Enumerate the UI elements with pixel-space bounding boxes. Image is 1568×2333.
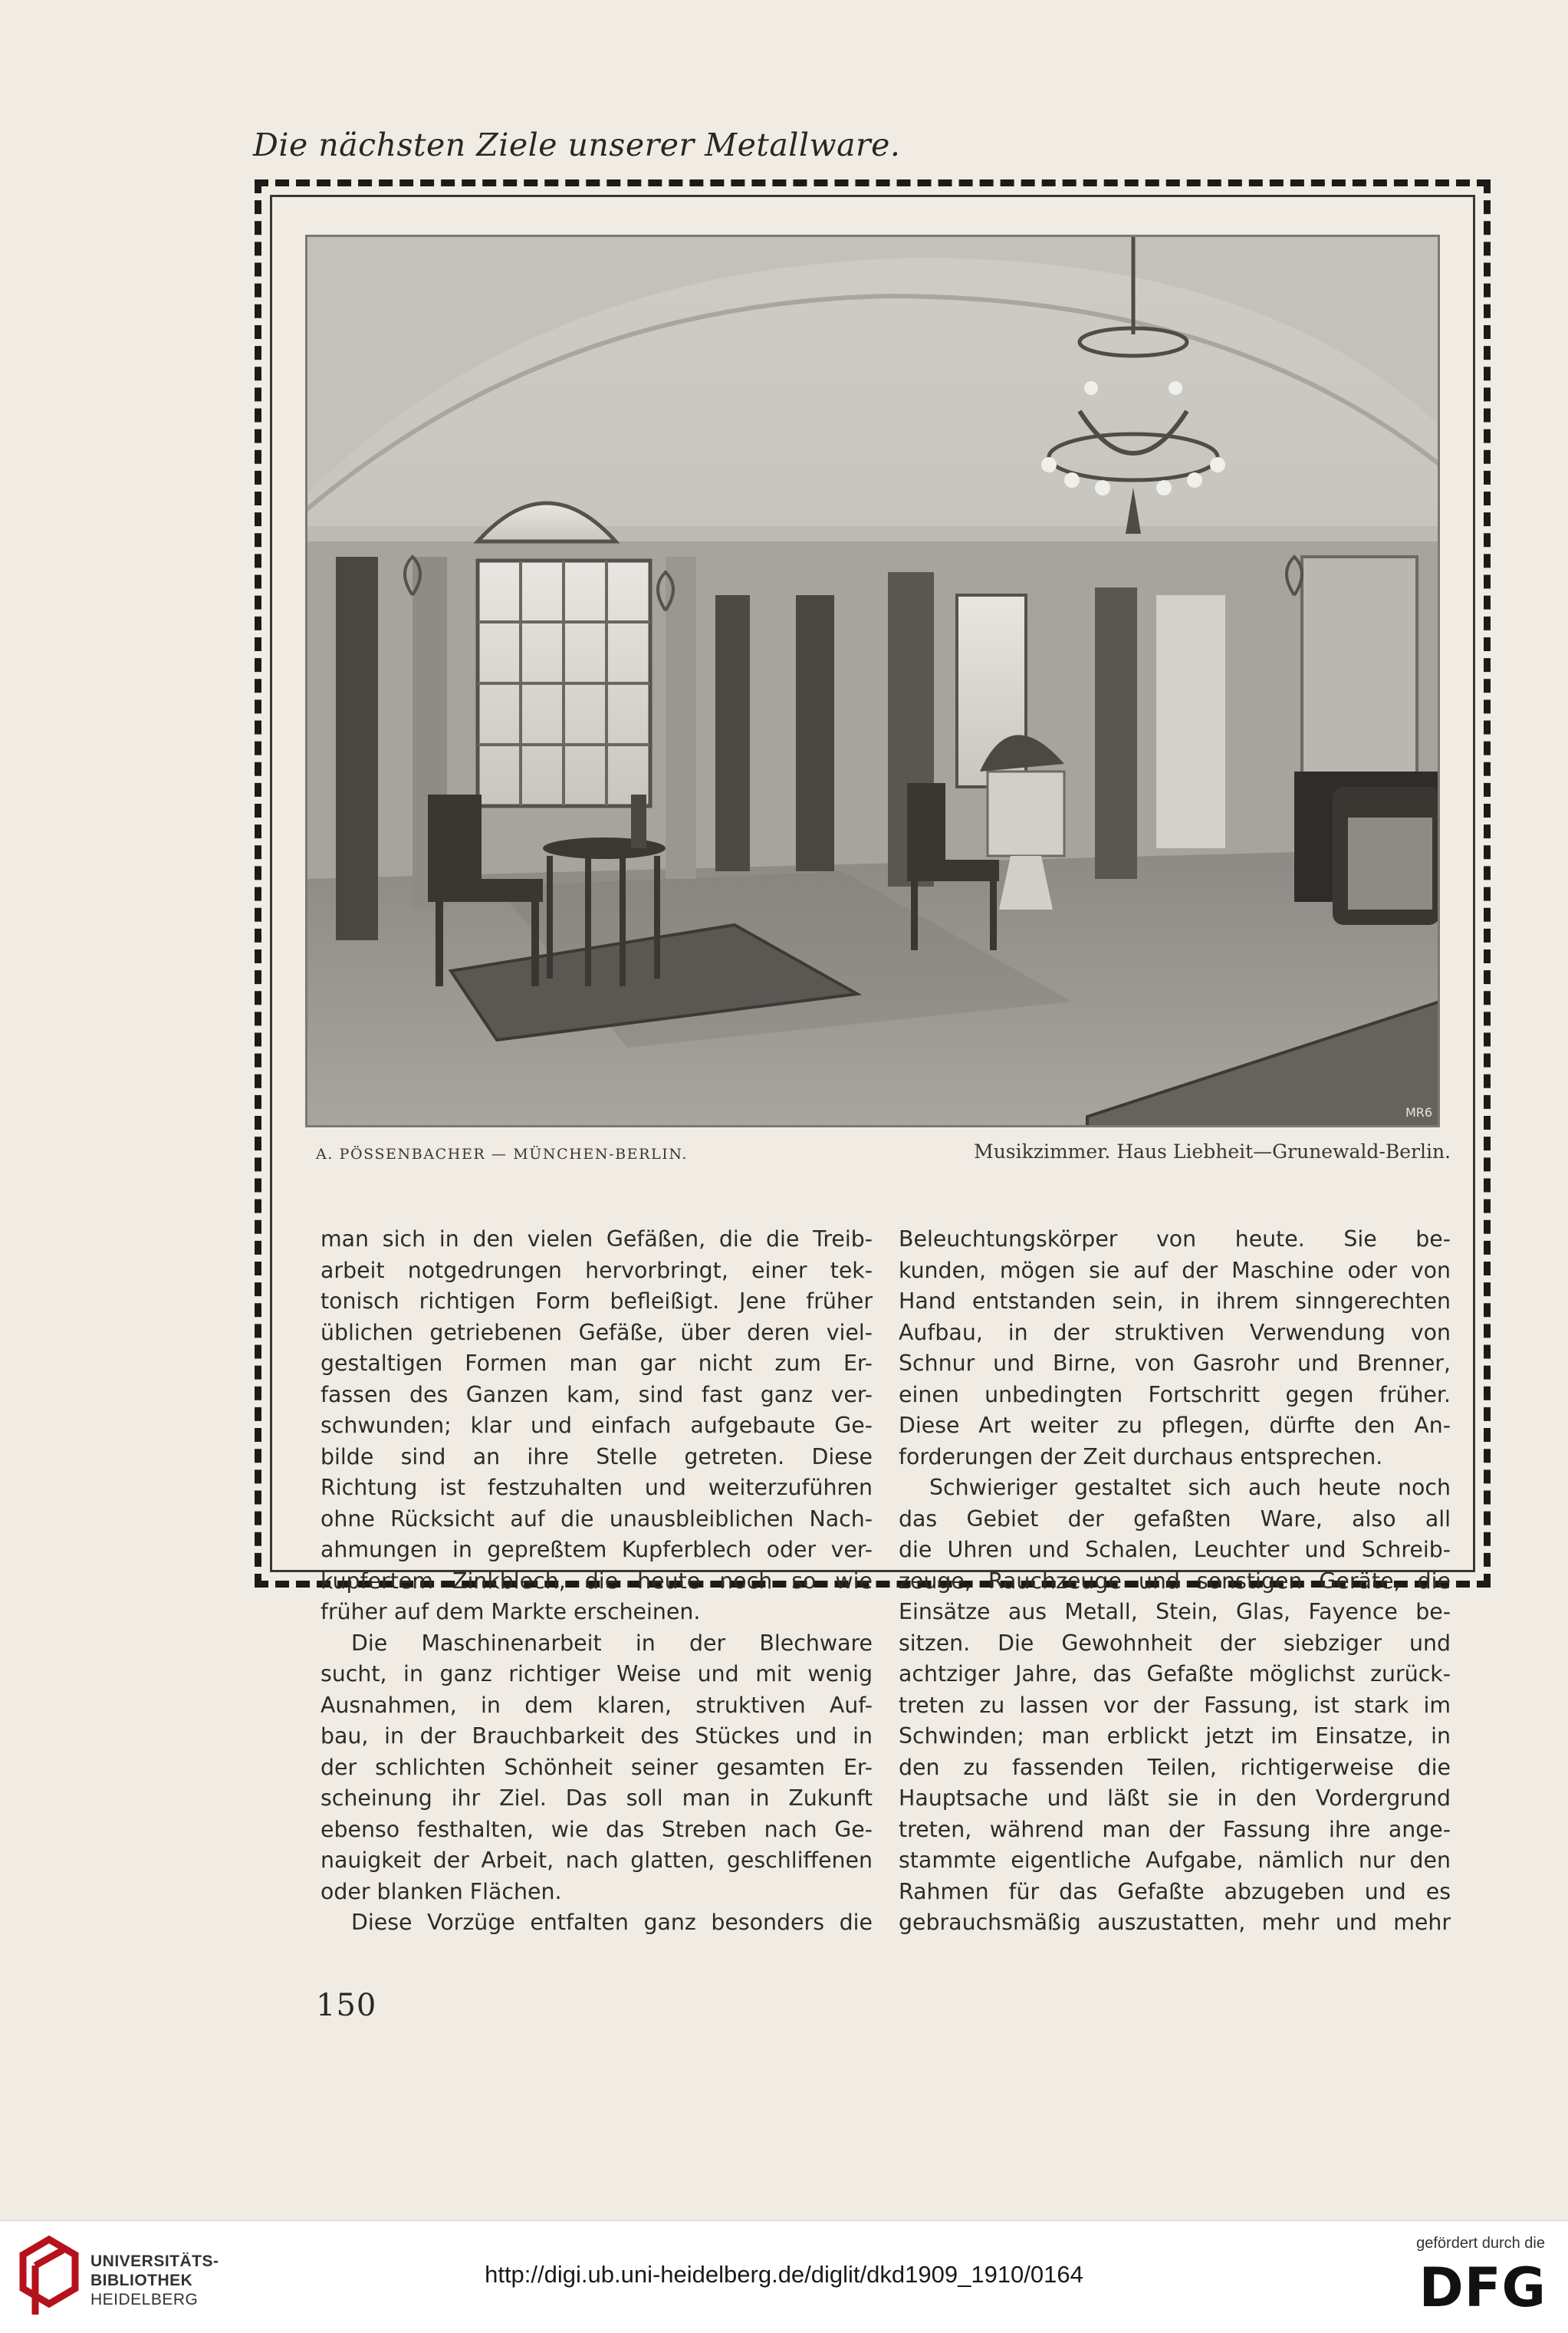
text-line: ebenso festhalten, wie das Streben nach Ge- bbox=[321, 1816, 873, 1842]
text-line: oder blanken Flächen. bbox=[321, 1878, 562, 1904]
text-line: der schlichten Schönheit seiner gesamten Er- bbox=[321, 1754, 873, 1780]
text-line: zeuge, Rauchzeuge und sonstigen Geräte, die bbox=[899, 1568, 1451, 1594]
text-line: gebrauchsmäßig auszustatten, mehr und mehr bbox=[899, 1910, 1451, 1935]
library-name-line: HEIDELBERG bbox=[90, 2291, 199, 2308]
text-line: man sich in den vielen Gefäßen, die die Treib- bbox=[321, 1226, 873, 1252]
text-line: scheinung ihr Ziel. Das soll man in Zukunft bbox=[321, 1785, 873, 1811]
digitization-footer bbox=[0, 2220, 1568, 2333]
text-line: Schwieriger gestaltet sich auch heute noch bbox=[929, 1475, 1451, 1500]
text-line: gestaltigen Formen man gar nicht zum Er- bbox=[321, 1351, 873, 1376]
text-line: üblichen getriebenen Gefäße, über deren viel- bbox=[321, 1319, 873, 1345]
text-line: schwunden; klar und einfach aufgebaute Ge- bbox=[321, 1413, 873, 1438]
text-line: forderungen der Zeit durchaus entsprechen. bbox=[899, 1443, 1383, 1469]
library-name-line: UNIVERSITÄTS- bbox=[90, 2252, 219, 2270]
text-line: Richtung ist festzuhalten und weiterzuführen bbox=[321, 1475, 873, 1500]
photo-caption: Musikzimmer. Haus Liebheit—Grunewald-Berlin. bbox=[974, 1140, 1451, 1163]
text-line: einen unbedingten Fortschritt gegen früher. bbox=[899, 1381, 1451, 1407]
text-line: Beleuchtungskörper von heute. Sie be- bbox=[899, 1226, 1451, 1252]
photo-credit: A. PÖSSENBACHER — MÜNCHEN-BERLIN. bbox=[316, 1146, 689, 1163]
text-line: Einsätze aus Metall, Stein, Glas, Fayence be- bbox=[899, 1599, 1451, 1624]
text-column-right bbox=[899, 1224, 1451, 1939]
text-line: bau, in der Brauchbarkeit des Stückes und in bbox=[321, 1723, 873, 1749]
text-line: Rahmen für das Gefaßte abzugeben und es bbox=[899, 1878, 1451, 1904]
text-line: achtziger Jahre, das Gefaßte möglichst zurück- bbox=[899, 1661, 1451, 1686]
dfg-logo: DFG bbox=[1418, 2256, 1547, 2319]
funding-note: gefördert durch die bbox=[1416, 2235, 1545, 2252]
music-room-photograph bbox=[305, 235, 1440, 1127]
text-line: Ausnahmen, in dem klaren, struktiven Auf- bbox=[321, 1692, 873, 1718]
text-line: bilde sind an ihre Stelle getreten. Diese bbox=[321, 1443, 873, 1469]
photo-monogram: MR6 bbox=[1405, 1105, 1433, 1120]
text-line: Die Maschinenarbeit in der Blechware bbox=[351, 1630, 873, 1656]
text-line: Schwinden; man erblickt jetzt im Einsatze, in bbox=[899, 1723, 1451, 1749]
text-line: Hauptsache und läßt sie in den Vordergrund bbox=[899, 1785, 1451, 1811]
text-line: kunden, mögen sie auf der Maschine oder von bbox=[899, 1257, 1451, 1283]
text-line: Aufbau, in der struktiven Verwendung von bbox=[899, 1319, 1451, 1345]
permalink-url[interactable]: http://digi.ub.uni-heidelberg.de/diglit/dkd1909_1910/0164 bbox=[485, 2261, 1083, 2288]
text-line: treten, während man der Fassung ihre ange- bbox=[899, 1816, 1451, 1842]
library-name-line: BIBLIOTHEK bbox=[90, 2272, 193, 2289]
text-line: sitzen. Die Gewohnheit der siebziger und bbox=[899, 1630, 1451, 1656]
text-line: kupfertem Zinkblech, die heute noch so wie bbox=[321, 1568, 873, 1594]
page-number: 150 bbox=[316, 1988, 377, 2023]
text-line: Schnur und Birne, von Gasrohr und Brenner, bbox=[899, 1351, 1451, 1376]
text-line: nauigkeit der Arbeit, nach glatten, geschliffenen bbox=[321, 1848, 873, 1873]
text-line: arbeit notgedrungen hervorbringt, einer tek- bbox=[321, 1257, 873, 1283]
text-line: stammte eigentliche Aufgabe, nämlich nur den bbox=[899, 1848, 1451, 1873]
text-line: ahmungen in gepreßtem Kupferblech oder ver- bbox=[321, 1537, 873, 1562]
text-line: tonisch richtigen Form befleißigt. Jene früher bbox=[321, 1288, 873, 1314]
text-line: Hand entstanden sein, in ihrem sinngerechten bbox=[899, 1288, 1451, 1314]
text-line: den zu fassenden Teilen, richtigerweise die bbox=[899, 1754, 1451, 1780]
text-line: sucht, in ganz richtiger Weise und mit wenig bbox=[321, 1661, 873, 1686]
text-line: fassen des Ganzen kam, sind fast ganz ver- bbox=[321, 1381, 873, 1407]
text-column-left bbox=[321, 1224, 873, 1939]
running-title: Die nächsten Ziele unserer Metallware. bbox=[253, 127, 901, 163]
text-line: treten zu lassen vor der Fassung, ist stark im bbox=[899, 1692, 1451, 1718]
text-line: früher auf dem Markte erscheinen. bbox=[321, 1599, 701, 1624]
text-line: Diese Vorzüge entfalten ganz besonders die bbox=[351, 1910, 873, 1935]
text-line: das Gebiet der gefaßten Ware, also all bbox=[899, 1505, 1451, 1532]
text-line: ohne Rücksicht auf die unausbleiblichen Nach- bbox=[321, 1505, 873, 1532]
text-line: Diese Art weiter zu pflegen, dürfte den An- bbox=[899, 1413, 1451, 1438]
text-line: die Uhren und Schalen, Leuchter und Schreib- bbox=[899, 1537, 1451, 1562]
